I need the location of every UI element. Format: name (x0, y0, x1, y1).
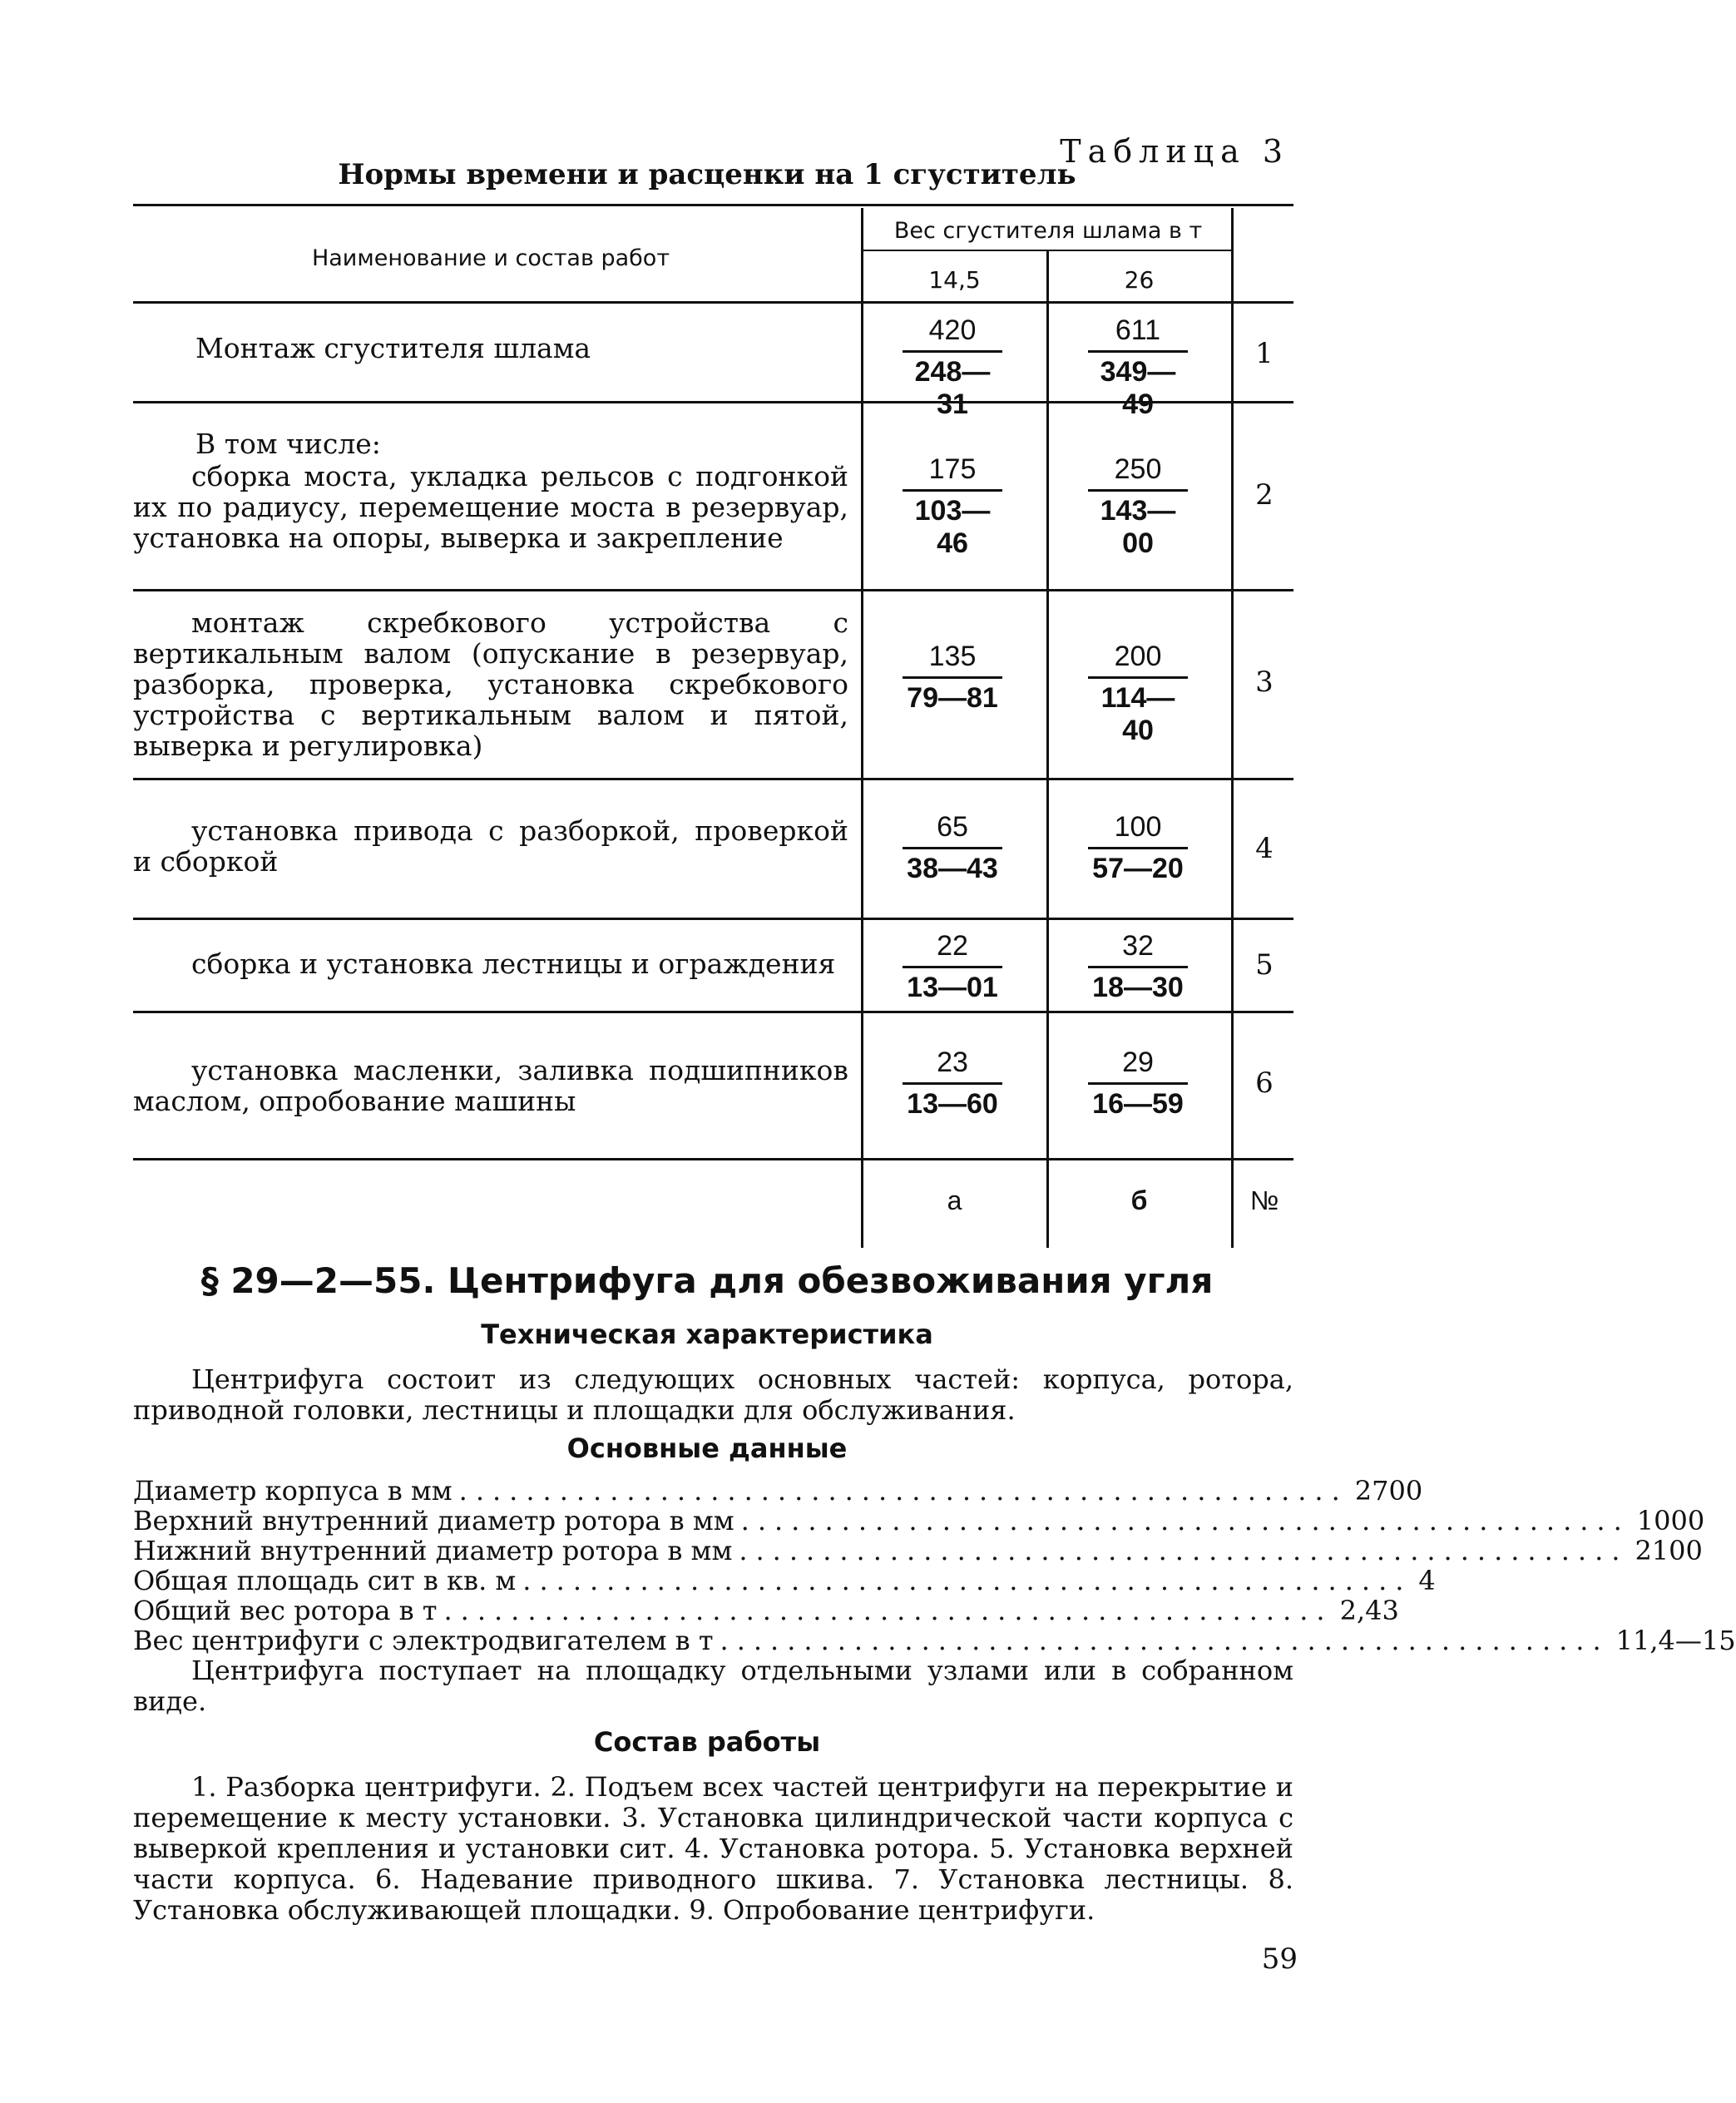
row-rule-3 (133, 778, 1293, 780)
work-title: Состав работы (593, 1726, 821, 1758)
spec-row: Верхний внутренний диаметр ротора в мм ..................................................... 1000 (133, 1505, 1705, 1536)
row-2-work: сборка моста, укладка рельсов с подгонкой их по радиусу, перемещение моста в резервуар, установка на опоры, выверка и закрепление (133, 460, 848, 554)
row-2-rate-b: 250 143—00 (1088, 453, 1188, 560)
table-label: Таблица 3 (1060, 133, 1289, 170)
row-1-rate-b: 611 349—49 (1088, 314, 1188, 421)
header-weight-a: 14,5 (928, 266, 981, 294)
table-top-rule (133, 204, 1293, 206)
row-4-work: установка привода с разборкой, проверкой и сборкой (133, 814, 848, 878)
spec-row: Общая площадь сит в кв. м ..................................................... 4 (133, 1565, 1436, 1596)
row-4-rate-a: 65 38—43 (903, 811, 1002, 885)
work-text: 1. Разборка центрифуги. 2. Подъем всех частей центрифуги на перекрытие и перемещение к месту установки. 3. Установка цилиндрической части корпуса с выверкой крепления и установки сит. 4. Установка ротора. 5. Установка верхней части корпуса. 6. Надевание приводного шкива. 7. Установка лестницы. 8. Установка обслуживающей площадки. 9. Опробование центрифуги. (133, 1771, 1293, 1926)
row-rule-6 (133, 1158, 1293, 1160)
section-title: § 29—2—55. Центрифуга для обезвоживания угля (200, 1260, 1214, 1301)
row-2-number: 2 (1255, 478, 1274, 512)
row-3-work: монтаж скребкового устройства с вертикальным валом (опускание в резервуар, разборка, проверка, установка скребкового устройства с вертикальным валом и пятой, выверка и регулировка) (133, 606, 848, 762)
spec-row: Общий вес ротора в т ..................................................... 2,43 (133, 1595, 1399, 1626)
row-1-work: Монтаж сгустителя шлама (195, 332, 591, 364)
row-4-number: 4 (1255, 832, 1274, 865)
header-bottom-rule (133, 301, 1293, 304)
row-rule-5 (133, 1011, 1293, 1013)
header-work-name: Наименование и состав работ (311, 245, 670, 271)
row-1-number: 1 (1255, 337, 1274, 370)
header-weight-b: 26 (1124, 266, 1155, 294)
row-2-rate-a: 175 103—46 (903, 453, 1002, 560)
row-3-number: 3 (1255, 666, 1274, 699)
page-number: 59 (1261, 1942, 1298, 1976)
delivery-text: Центрифуга поступает на площадку отдельными узлами или в собранном виде. (133, 1655, 1293, 1717)
table-title: Нормы времени и расценки на 1 сгуститель (338, 158, 1076, 191)
tech-title: Техническая характеристика (481, 1319, 933, 1350)
main-data-title: Основные данные (566, 1433, 848, 1464)
row-rule-2 (133, 589, 1293, 591)
row-rule-4 (133, 918, 1293, 920)
footer-col-b: б (1130, 1185, 1148, 1215)
spec-row: Диаметр корпуса в мм ..................................................... 2700 (133, 1475, 1423, 1507)
row-5-number: 5 (1255, 948, 1274, 982)
row-6-rate-b: 29 16—59 (1088, 1047, 1188, 1121)
row-3-rate-b: 200 114—40 (1088, 641, 1188, 747)
spec-row: Нижний внутренний диаметр ротора в мм ..................................................... 2100 (133, 1535, 1703, 1566)
row-4-rate-b: 100 57—20 (1088, 811, 1188, 885)
row-1-rate-a: 420 248—31 (903, 314, 1002, 421)
col-divider-b (1046, 250, 1049, 1248)
row-5-rate-b: 32 18—30 (1088, 930, 1188, 1004)
row-6-work: установка масленки, заливка подшипников маслом, опробование машины (133, 1054, 848, 1117)
row-5-rate-a: 22 13—01 (903, 930, 1002, 1004)
header-weight: Вес сгустителя шлама в т (893, 218, 1203, 244)
tech-text: Центрифуга состоит из следующих основных частей: корпуса, ротора, приводной головки, лестницы и площадки для обслуживания. (133, 1363, 1293, 1426)
row-3-rate-a: 135 79—81 (903, 641, 1002, 715)
row-6-number: 6 (1255, 1066, 1274, 1100)
spec-row: Вес центрифуги с электродвигателем в т ..................................................... 11,4—15 (133, 1625, 1736, 1656)
footer-col-number: № (1249, 1185, 1279, 1215)
row-2-intro: В том числе: (195, 428, 381, 460)
row-6-rate-a: 23 13—60 (903, 1047, 1002, 1121)
footer-col-a: а (947, 1185, 962, 1215)
col-divider-a (861, 208, 863, 1248)
row-5-work: сборка и установка лестницы и ограждения (191, 948, 836, 980)
